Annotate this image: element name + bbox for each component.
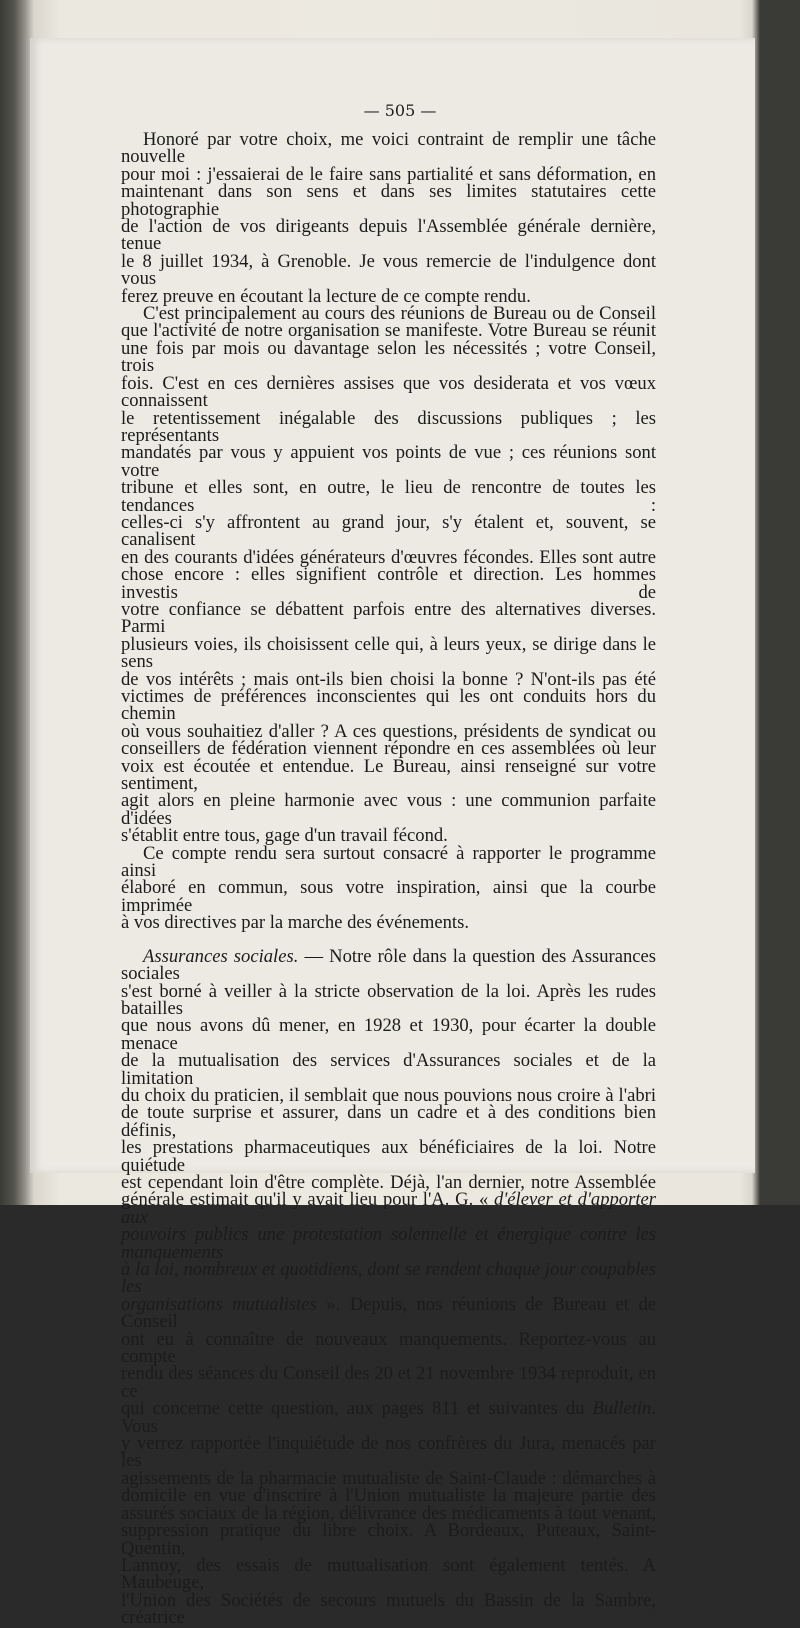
paragraph-2: [121, 305, 656, 845]
text-line: le 8 juillet 1934, à Grenoble. Je vous remercie de l'indulgence dont vous: [121, 250, 656, 290]
text-line: s'est borné à veiller à la stricte observation de la loi. Après les rudes batailles: [121, 980, 656, 1019]
text-line: maintenant dans son sens et dans ses limites statutaires cette photographie: [121, 181, 656, 220]
text-run: générale estimait qu'il y avait lieu pour l'A. G. «: [121, 1189, 495, 1211]
text-line: s'établit entre tous, gage d'un travail fécond.: [121, 825, 448, 847]
text-line: y verrez rapportée l'inquiétude de nos confrères du Jura, menacés par les: [121, 1433, 656, 1472]
text-line: les prestations pharmaceutiques aux bénéficiaires de la loi. Notre quiétude: [121, 1137, 656, 1176]
text-line: l'Union des Sociétés de secours mutuels du Bassin de la Sambre, créatrice: [121, 1589, 656, 1628]
text-line: celles-ci s'y affrontent au grand jour, s'y étalent et, souvent, se canalisent: [121, 511, 656, 551]
paragraph-3: [121, 842, 656, 934]
text-line: voix est écoutée et entendue. Le Bureau, ainsi renseigné sur votre sentiment,: [121, 755, 656, 795]
text-run: . Vous: [121, 1398, 656, 1437]
text-line: le retentissement inégalable des discussions publiques ; les représentants: [121, 407, 656, 446]
text-line: est cependant loin d'être complète. Déjà, l'an dernier, notre Assemblée: [121, 1171, 656, 1193]
text-line: fois. C'est en ces dernières assises que vos desiderata et vos vœux connaissent: [121, 372, 656, 412]
text-line: C'est principalement au cours des réunions de Bureau ou de Conseil: [143, 303, 656, 325]
text-line: chose encore : elles signifient contrôle et direction. Les hommes investis de: [121, 564, 656, 603]
quote-line: pouvoirs publics une protestation solennelle et énergique contre les manquements: [121, 1224, 656, 1263]
text-line: de toute surprise et assurer, dans un cadre et à des conditions bien définis,: [121, 1102, 656, 1141]
text-line: de vos intérêts ; mais ont-ils bien choisi la bonne ? N'ont-ils pas été: [121, 668, 656, 690]
text-line: Lannoy, des essais de mutualisation sont également tentés. A Maubeuge,: [121, 1554, 656, 1594]
text-run: qui concerne cette question, aux pages 811 et suivantes du: [121, 1398, 593, 1420]
text-line: Ce compte rendu sera surtout consacré à rapporter le programme ainsi: [121, 842, 656, 882]
quote-run: d'élever et d'apporter aux: [121, 1189, 656, 1228]
text-line: [121, 945, 656, 985]
text-run: — Notre rôle dans la question des Assurances sociales: [121, 945, 656, 985]
text-line: rendu des séances du Conseil des 20 et 21 novembre 1934 reproduit, en ce: [121, 1363, 656, 1402]
text-line: du choix du praticien, il semblait que nous pouvions nous croire à l'abri: [121, 1084, 656, 1106]
text-line: votre confiance se débattent parfois entre des alternatives diverses. Parmi: [121, 598, 656, 638]
text-line: de l'action de vos dirigeants depuis l'Assemblée générale dernière, tenue: [121, 216, 656, 255]
text-line: domicile en vue d'inscrire à l'Union mutualiste la majeure partie des: [121, 1485, 656, 1507]
text-line: que nous avons dû mener, en 1928 et 1930, pour écarter la double menace: [121, 1015, 656, 1054]
text-line: plusieurs voies, ils choisissent celle qui, à leurs yeux, se dirige dans le sens: [121, 633, 656, 673]
text-line: [121, 1191, 656, 1226]
text-line: que l'activité de notre organisation se manifeste. Votre Bureau se réunit: [121, 320, 656, 342]
text-line: où vous souhaitiez d'aller ? A ces questions, présidents de syndicat ou: [121, 720, 656, 742]
text-line: suppression pratique du libre choix. A Bordeaux, Puteaux, Saint-Quentin,: [121, 1520, 656, 1559]
text-line: agissements de la pharmacie mutualiste de Saint-Claude : démarches à: [121, 1467, 656, 1489]
bulletin-title: Bulletin: [592, 1398, 652, 1420]
paragraph-1: [121, 131, 656, 305]
text-line: de la mutualisation des services d'Assurances sociales et de la limitation: [121, 1050, 656, 1089]
text-line: [121, 1293, 656, 1333]
text-line: ferez preuve en écoutant la lecture de ce compte rendu.: [121, 285, 531, 307]
text-line: en des courants d'idées générateurs d'œuvres fécondes. Elles sont autre: [121, 546, 656, 568]
section-assurances-sociales: [121, 945, 656, 1628]
text-line: mandatés par vous y appuient vos points de vue ; ces réunions sont votre: [121, 442, 656, 481]
section-heading: Assurances sociales.: [143, 945, 299, 967]
text-line: une fois par mois ou davantage selon les nécessités ; votre Conseil, trois: [121, 337, 656, 377]
text-line: ont eu à connaître de nouveaux manquements. Reportez-vous au compte: [121, 1328, 656, 1368]
quote-run: organisations mutualistes: [121, 1293, 317, 1315]
body-text: [121, 131, 656, 1627]
text-line: conseillers de fédération viennent répondre en ces assemblées où leur: [121, 738, 656, 760]
text-line: Honoré par votre choix, me voici contraint de remplir une tâche nouvelle: [121, 129, 656, 168]
text-line: à vos directives par la marche des événements.: [121, 912, 469, 934]
text-line: agit alors en pleine harmonie avec vous : une communion parfaite d'idées: [121, 790, 656, 829]
text-line: [121, 1400, 656, 1435]
text-line: pour moi : j'essaierai de le faire sans partialité et sans déformation, en: [121, 163, 656, 185]
text-line: victimes de préférences inconscientes qui les ont conduits hors du chemin: [121, 686, 656, 725]
text-line: élaboré en commun, sous votre inspiration, ainsi que la courbe imprimée: [121, 877, 656, 916]
quote-line: à la loi, nombreux et quotidiens, dont se rendent chaque jour coupables les: [121, 1259, 656, 1298]
page-number: — 505 —: [363, 101, 437, 120]
text-line: assurés sociaux de la région, délivrance des médicaments à tout venant,: [121, 1502, 656, 1524]
text-line: tribune et elles sont, en outre, le lieu de rencontre de toutes les tendances :: [121, 477, 656, 516]
text-run: ». Depuis, nos réunions de Bureau et de Conseil: [121, 1293, 656, 1333]
